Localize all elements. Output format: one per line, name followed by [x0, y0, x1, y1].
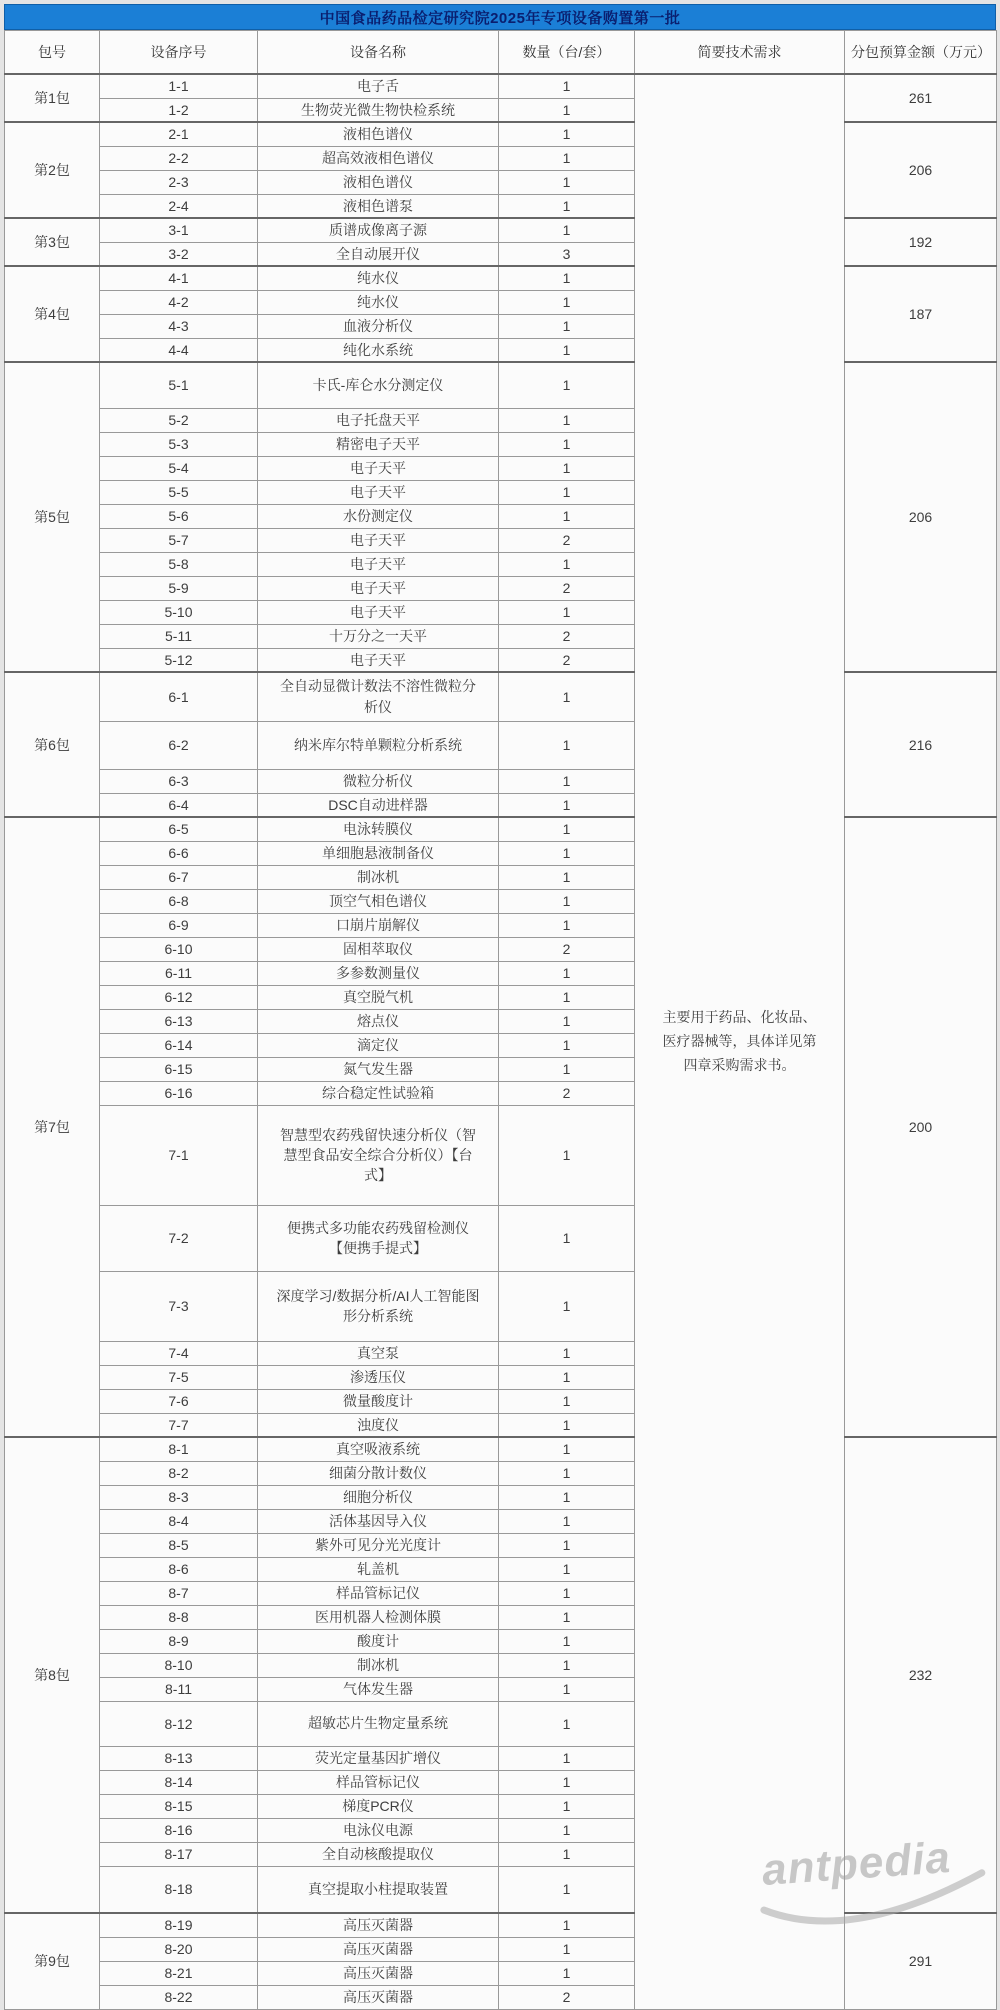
quantity-cell: 1	[499, 1033, 635, 1057]
equipment-name-cell: 顶空气相色谱仪	[258, 889, 499, 913]
equipment-name-cell: 医用机器人检测体膜	[258, 1605, 499, 1629]
serial-cell: 7-3	[100, 1271, 258, 1341]
equipment-name-cell: 梯度PCR仪	[258, 1794, 499, 1818]
serial-cell: 8-13	[100, 1746, 258, 1770]
serial-cell: 5-3	[100, 432, 258, 456]
equipment-name-cell: 紫外可见分光光度计	[258, 1533, 499, 1557]
equipment-name-cell: 水份测定仪	[258, 504, 499, 528]
serial-cell: 5-11	[100, 624, 258, 648]
equipment-name-cell: 纯水仪	[258, 290, 499, 314]
quantity-cell: 1	[499, 1961, 635, 1985]
equipment-name-cell: 口崩片崩解仪	[258, 913, 499, 937]
budget-cell: 187	[845, 266, 997, 362]
serial-cell: 5-10	[100, 600, 258, 624]
quantity-cell: 1	[499, 889, 635, 913]
equipment-name-cell: 液相色谱仪	[258, 170, 499, 194]
equipment-name-cell: 全自动核酸提取仪	[258, 1842, 499, 1866]
quantity-cell: 2	[499, 576, 635, 600]
serial-cell: 8-15	[100, 1794, 258, 1818]
quantity-cell: 1	[499, 1413, 635, 1437]
equipment-name-cell: 液相色谱泵	[258, 194, 499, 218]
equipment-name-cell: 电子天平	[258, 456, 499, 480]
quantity-cell: 1	[499, 841, 635, 865]
quantity-cell: 2	[499, 648, 635, 672]
serial-cell: 8-16	[100, 1818, 258, 1842]
serial-cell: 6-4	[100, 793, 258, 817]
quantity-cell: 2	[499, 1081, 635, 1105]
quantity-cell: 1	[499, 769, 635, 793]
serial-cell: 5-9	[100, 576, 258, 600]
budget-cell: 206	[845, 122, 997, 218]
serial-cell: 8-21	[100, 1961, 258, 1985]
quantity-cell: 1	[499, 1437, 635, 1461]
quantity-cell: 1	[499, 432, 635, 456]
serial-cell: 8-22	[100, 1985, 258, 2009]
table-body	[5, 74, 997, 2009]
equipment-name-cell: 氮气发生器	[258, 1057, 499, 1081]
table-row	[5, 362, 997, 408]
serial-cell: 5-5	[100, 480, 258, 504]
quantity-cell: 1	[499, 314, 635, 338]
equipment-name-cell: 真空脱气机	[258, 985, 499, 1009]
header-row	[5, 31, 997, 75]
serial-cell: 5-2	[100, 408, 258, 432]
equipment-name-cell: 高压灭菌器	[258, 1937, 499, 1961]
equipment-name-cell: 全自动显微计数法不溶性微粒分析仪	[258, 672, 499, 721]
budget-cell: 206	[845, 362, 997, 672]
serial-cell: 5-1	[100, 362, 258, 408]
serial-cell: 8-2	[100, 1461, 258, 1485]
quantity-cell: 1	[499, 1057, 635, 1081]
quantity-cell: 1	[499, 1271, 635, 1341]
equipment-name-cell: 十万分之一天平	[258, 624, 499, 648]
equipment-name-cell: 液相色谱仪	[258, 122, 499, 146]
serial-cell: 7-7	[100, 1413, 258, 1437]
equipment-name-cell: 超敏芯片生物定量系统	[258, 1701, 499, 1746]
serial-cell: 6-13	[100, 1009, 258, 1033]
table-row	[5, 1437, 997, 1461]
serial-cell: 8-17	[100, 1842, 258, 1866]
equipment-name-cell: DSC自动进样器	[258, 793, 499, 817]
serial-cell: 1-1	[100, 74, 258, 98]
quantity-cell: 1	[499, 1389, 635, 1413]
quantity-cell: 1	[499, 74, 635, 98]
table-row	[5, 266, 997, 290]
quantity-cell: 1	[499, 338, 635, 362]
equipment-name-cell: 多参数测量仪	[258, 961, 499, 985]
quantity-cell: 1	[499, 1629, 635, 1653]
budget-cell: 200	[845, 817, 997, 1437]
equipment-name-cell: 精密电子天平	[258, 432, 499, 456]
quantity-cell: 2	[499, 1985, 635, 2009]
equipment-name-cell: 超高效液相色谱仪	[258, 146, 499, 170]
quantity-cell: 1	[499, 1461, 635, 1485]
equipment-name-cell: 高压灭菌器	[258, 1913, 499, 1937]
quantity-cell: 1	[499, 1818, 635, 1842]
quantity-cell: 1	[499, 1341, 635, 1365]
quantity-cell: 1	[499, 961, 635, 985]
package-label-cell: 第7包	[5, 817, 100, 1437]
serial-cell: 7-2	[100, 1205, 258, 1271]
equipment-name-cell: 电子托盘天平	[258, 408, 499, 432]
equipment-name-cell: 滴定仪	[258, 1033, 499, 1057]
col-header-name: 设备名称	[258, 31, 499, 75]
quantity-cell: 1	[499, 1509, 635, 1533]
serial-cell: 8-20	[100, 1937, 258, 1961]
serial-cell: 5-4	[100, 456, 258, 480]
equipment-name-cell: 高压灭菌器	[258, 1961, 499, 1985]
equipment-name-cell: 电子舌	[258, 74, 499, 98]
table-row	[5, 74, 997, 98]
quantity-cell: 1	[499, 1866, 635, 1913]
budget-cell: 261	[845, 74, 997, 122]
col-header-budget: 分包预算金额（万元）	[845, 31, 997, 75]
equipment-name-cell: 血液分析仪	[258, 314, 499, 338]
quantity-cell: 1	[499, 504, 635, 528]
serial-cell: 6-6	[100, 841, 258, 865]
serial-cell: 5-12	[100, 648, 258, 672]
serial-cell: 5-6	[100, 504, 258, 528]
serial-cell: 3-1	[100, 218, 258, 242]
quantity-cell: 1	[499, 672, 635, 721]
serial-cell: 8-3	[100, 1485, 258, 1509]
serial-cell: 4-3	[100, 314, 258, 338]
quantity-cell: 1	[499, 98, 635, 122]
package-label-cell: 第6包	[5, 672, 100, 817]
quantity-cell: 1	[499, 290, 635, 314]
equipment-name-cell: 电泳仪电源	[258, 1818, 499, 1842]
equipment-name-cell: 真空泵	[258, 1341, 499, 1365]
serial-cell: 8-4	[100, 1509, 258, 1533]
quantity-cell: 1	[499, 146, 635, 170]
quantity-cell: 1	[499, 122, 635, 146]
col-header-package: 包号	[5, 31, 100, 75]
quantity-cell: 1	[499, 1937, 635, 1961]
equipment-name-cell: 卡氏-库仑水分测定仪	[258, 362, 499, 408]
serial-cell: 8-18	[100, 1866, 258, 1913]
watermark-text: antpedia	[760, 1832, 953, 1896]
quantity-cell: 1	[499, 1533, 635, 1557]
equipment-name-cell: 活体基因导入仪	[258, 1509, 499, 1533]
package-label-cell: 第8包	[5, 1437, 100, 1913]
serial-cell: 6-2	[100, 721, 258, 769]
equipment-name-cell: 轧盖机	[258, 1557, 499, 1581]
quantity-cell: 1	[499, 1842, 635, 1866]
table-row	[5, 1913, 997, 1937]
table-row	[5, 218, 997, 242]
serial-cell: 7-1	[100, 1105, 258, 1205]
serial-cell: 7-4	[100, 1341, 258, 1365]
col-header-tech: 简要技术需求	[635, 31, 845, 75]
serial-cell: 8-1	[100, 1437, 258, 1461]
col-header-qty: 数量（台/套）	[499, 31, 635, 75]
package-label-cell: 第4包	[5, 266, 100, 362]
col-header-serial: 设备序号	[100, 31, 258, 75]
quantity-cell: 1	[499, 1746, 635, 1770]
equipment-name-cell: 真空提取小柱提取装置	[258, 1866, 499, 1913]
serial-cell: 8-19	[100, 1913, 258, 1937]
serial-cell: 8-9	[100, 1629, 258, 1653]
equipment-name-cell: 样品管标记仪	[258, 1770, 499, 1794]
equipment-name-cell: 酸度计	[258, 1629, 499, 1653]
quantity-cell: 1	[499, 817, 635, 841]
equipment-name-cell: 电子天平	[258, 552, 499, 576]
serial-cell: 6-16	[100, 1081, 258, 1105]
equipment-table	[4, 30, 997, 2010]
quantity-cell: 1	[499, 985, 635, 1009]
serial-cell: 4-2	[100, 290, 258, 314]
quantity-cell: 1	[499, 408, 635, 432]
serial-cell: 6-9	[100, 913, 258, 937]
quantity-cell: 1	[499, 1009, 635, 1033]
package-label-cell: 第9包	[5, 1913, 100, 2009]
quantity-cell: 1	[499, 1653, 635, 1677]
equipment-name-cell: 生物荧光微生物快检系统	[258, 98, 499, 122]
budget-cell: 216	[845, 672, 997, 817]
quantity-cell: 1	[499, 1794, 635, 1818]
quantity-cell: 1	[499, 456, 635, 480]
serial-cell: 2-3	[100, 170, 258, 194]
quantity-cell: 1	[499, 1105, 635, 1205]
equipment-name-cell: 细菌分散计数仪	[258, 1461, 499, 1485]
table-row	[5, 817, 997, 841]
package-label-cell: 第3包	[5, 218, 100, 266]
equipment-name-cell: 电子天平	[258, 648, 499, 672]
equipment-name-cell: 电子天平	[258, 600, 499, 624]
serial-cell: 5-7	[100, 528, 258, 552]
quantity-cell: 1	[499, 1205, 635, 1271]
quantity-cell: 1	[499, 1770, 635, 1794]
equipment-name-cell: 单细胞悬液制备仪	[258, 841, 499, 865]
serial-cell: 8-11	[100, 1677, 258, 1701]
table-row	[5, 122, 997, 146]
serial-cell: 2-4	[100, 194, 258, 218]
serial-cell: 2-1	[100, 122, 258, 146]
equipment-name-cell: 气体发生器	[258, 1677, 499, 1701]
quantity-cell: 1	[499, 1677, 635, 1701]
quantity-cell: 1	[499, 1581, 635, 1605]
quantity-cell: 1	[499, 721, 635, 769]
quantity-cell: 1	[499, 793, 635, 817]
equipment-name-cell: 纯化水系统	[258, 338, 499, 362]
equipment-name-cell: 电子天平	[258, 528, 499, 552]
serial-cell: 6-1	[100, 672, 258, 721]
quantity-cell: 1	[499, 1365, 635, 1389]
package-label-cell: 第2包	[5, 122, 100, 218]
serial-cell: 4-4	[100, 338, 258, 362]
equipment-name-cell: 微量酸度计	[258, 1389, 499, 1413]
quantity-cell: 1	[499, 1913, 635, 1937]
tech-requirement-cell: 主要用于药品、化妆品、医疗器械等，具体详见第四章采购需求书。	[635, 74, 845, 2009]
serial-cell: 8-5	[100, 1533, 258, 1557]
equipment-name-cell: 全自动展开仪	[258, 242, 499, 266]
quantity-cell: 2	[499, 528, 635, 552]
serial-cell: 4-1	[100, 266, 258, 290]
equipment-name-cell: 纳米库尔特单颗粒分析系统	[258, 721, 499, 769]
equipment-name-cell: 综合稳定性试验箱	[258, 1081, 499, 1105]
serial-cell: 6-15	[100, 1057, 258, 1081]
quantity-cell: 2	[499, 937, 635, 961]
quantity-cell: 1	[499, 600, 635, 624]
equipment-name-cell: 真空吸液系统	[258, 1437, 499, 1461]
quantity-cell: 1	[499, 1701, 635, 1746]
budget-cell: 291	[845, 1913, 997, 2009]
serial-cell: 7-6	[100, 1389, 258, 1413]
equipment-name-cell: 电泳转膜仪	[258, 817, 499, 841]
quantity-cell: 1	[499, 913, 635, 937]
equipment-name-cell: 便携式多功能农药残留检测仪【便携手提式】	[258, 1205, 499, 1271]
quantity-cell: 1	[499, 170, 635, 194]
serial-cell: 6-10	[100, 937, 258, 961]
serial-cell: 8-7	[100, 1581, 258, 1605]
serial-cell: 7-5	[100, 1365, 258, 1389]
quantity-cell: 3	[499, 242, 635, 266]
equipment-name-cell: 荧光定量基因扩增仪	[258, 1746, 499, 1770]
equipment-name-cell: 深度学习/数据分析/AI人工智能图形分析系统	[258, 1271, 499, 1341]
package-label-cell: 第1包	[5, 74, 100, 122]
page-title: 中国食品药品检定研究院2025年专项设备购置第一批	[4, 4, 996, 30]
budget-cell: 192	[845, 218, 997, 266]
equipment-name-cell: 熔点仪	[258, 1009, 499, 1033]
equipment-name-cell: 样品管标记仪	[258, 1581, 499, 1605]
equipment-name-cell: 浊度仪	[258, 1413, 499, 1437]
quantity-cell: 1	[499, 362, 635, 408]
equipment-name-cell: 制冰机	[258, 865, 499, 889]
quantity-cell: 1	[499, 552, 635, 576]
quantity-cell: 1	[499, 1485, 635, 1509]
quantity-cell: 1	[499, 194, 635, 218]
equipment-name-cell: 电子天平	[258, 480, 499, 504]
procurement-table-page	[4, 4, 996, 2010]
serial-cell: 2-2	[100, 146, 258, 170]
equipment-name-cell: 智慧型农药残留快速分析仪（智慧型食品安全综合分析仪）【台式】	[258, 1105, 499, 1205]
serial-cell: 8-6	[100, 1557, 258, 1581]
equipment-name-cell: 电子天平	[258, 576, 499, 600]
serial-cell: 6-8	[100, 889, 258, 913]
quantity-cell: 1	[499, 218, 635, 242]
quantity-cell: 1	[499, 1605, 635, 1629]
serial-cell: 6-7	[100, 865, 258, 889]
serial-cell: 6-14	[100, 1033, 258, 1057]
serial-cell: 3-2	[100, 242, 258, 266]
serial-cell: 8-10	[100, 1653, 258, 1677]
equipment-name-cell: 纯水仪	[258, 266, 499, 290]
table-row	[5, 672, 997, 721]
equipment-name-cell: 高压灭菌器	[258, 1985, 499, 2009]
quantity-cell: 2	[499, 624, 635, 648]
quantity-cell: 1	[499, 480, 635, 504]
equipment-name-cell: 渗透压仪	[258, 1365, 499, 1389]
budget-cell: 232	[845, 1437, 997, 1913]
quantity-cell: 1	[499, 266, 635, 290]
quantity-cell: 1	[499, 1557, 635, 1581]
serial-cell: 8-14	[100, 1770, 258, 1794]
equipment-name-cell: 微粒分析仪	[258, 769, 499, 793]
equipment-name-cell: 固相萃取仪	[258, 937, 499, 961]
serial-cell: 6-12	[100, 985, 258, 1009]
serial-cell: 8-8	[100, 1605, 258, 1629]
quantity-cell: 1	[499, 865, 635, 889]
serial-cell: 1-2	[100, 98, 258, 122]
serial-cell: 6-3	[100, 769, 258, 793]
serial-cell: 5-8	[100, 552, 258, 576]
serial-cell: 6-5	[100, 817, 258, 841]
equipment-name-cell: 细胞分析仪	[258, 1485, 499, 1509]
equipment-name-cell: 质谱成像离子源	[258, 218, 499, 242]
package-label-cell: 第5包	[5, 362, 100, 672]
serial-cell: 8-12	[100, 1701, 258, 1746]
serial-cell: 6-11	[100, 961, 258, 985]
equipment-name-cell: 制冰机	[258, 1653, 499, 1677]
